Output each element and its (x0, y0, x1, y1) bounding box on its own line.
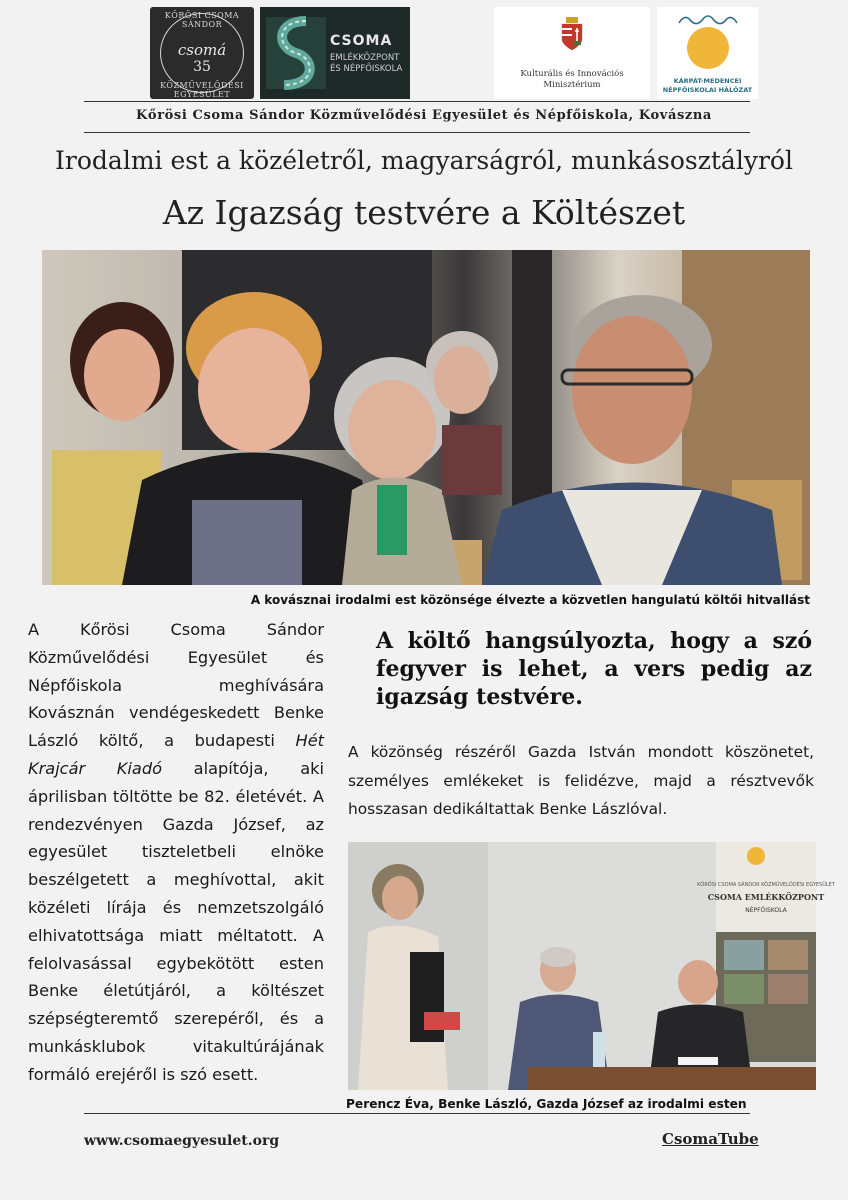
ministry-line1: Kulturális és Innovációs (520, 69, 624, 79)
audience-photo (42, 250, 810, 585)
coat-of-arms-icon (560, 17, 584, 51)
speakers-photo-illustration (348, 842, 835, 1090)
network-logo (657, 7, 758, 99)
network-line2: NÉPFŐISKOLAI HÁLÓZAT (662, 86, 753, 94)
network-name (657, 77, 758, 95)
second-photo-caption: Perencz Éva, Benke László, Gazda József az irodalmi esten (346, 1097, 747, 1111)
logo-ring-top-text: KŐRÖSI CSOMA SÁNDOR (164, 11, 240, 29)
road-icon (266, 17, 326, 89)
organization-line: Kőrösi Csoma Sándor Közművelődési Egyesület és Népfőiskola, Kovászna (136, 108, 712, 123)
main-photo-caption: A kovásznai irodalmi est közönsége élvezte a közvetlen hangulatú költői hitvallást (250, 593, 810, 607)
emlekkozpont-logo (260, 7, 410, 99)
thanks-paragraph: A közönség részéről Gazda István mondott köszönetet, személyes emlékeket is felidézve, majd a résztvevők hosszasan dedikáltattak Benke Lászlóval. (348, 743, 814, 818)
emlek-line2: ÉS NÉPFŐISKOLA (330, 64, 403, 74)
article-body (28, 616, 324, 1089)
csoma35-logo (150, 7, 254, 99)
ornament-icon (677, 13, 739, 27)
emlek-line1: EMLÉKKÖZPONT (330, 53, 400, 63)
csomatube-link[interactable]: CsomaTube (662, 1130, 759, 1148)
logo-center-number: 35 (193, 59, 211, 75)
emlek-subtitle (330, 53, 410, 75)
poster-line3: NÉPFŐISKOLA (745, 907, 787, 914)
poster-line2: CSOMA EMLÉKKÖZPONT (707, 892, 825, 902)
pull-quote: A költő hangsúlyozta, hogy a szó fegyver is lehet, a vers pedig az igazság testvére. (376, 628, 812, 710)
article-body-part1: A Kőrösi Csoma Sándor Közművelődési Egyesület és Népfőiskola meghívására Kovásznán vendégeskedett Benke László költő, a budapesti (28, 620, 324, 751)
network-line1: KÁRPÁT-MEDENCEI (673, 77, 742, 85)
ministry-name (494, 69, 650, 91)
logo-ring-bottom-text: KÖZMŰVELŐDÉSI EGYESÜLET (160, 81, 244, 99)
ministry-line2: Minisztérium (543, 80, 601, 90)
audience-photo-illustration (42, 250, 810, 585)
poster-line1: KŐRÖSI CSOMA SÁNDOR KÖZMŰVELŐDÉSI EGYESÜLET (697, 882, 835, 888)
emlek-name: CSOMA (330, 33, 393, 49)
article-body-part2: alapítója, aki áprilisban töltötte be 82. életévét. A rendezvényen Gazda József, az egyesület tiszteletbeli elnöke beszélgetett a meghívottal, akit közéleti lírája és nemzetszolgáló elhivatottsága miatt méltatott. A felolvasással egybekötött esten Benke életútjáról, a költészet szépségteremtő szerepéről, és a munkásklubok vitakultúrájának formáló erejéről is szó esett. (28, 758, 324, 1084)
header-rule-bottom (84, 132, 750, 133)
ministry-logo (494, 7, 650, 99)
publisher-name: Hét Krajcár Kiadó (28, 731, 324, 778)
website-link[interactable]: www.csomaegyesulet.org (84, 1133, 280, 1149)
network-sun-icon (687, 27, 729, 69)
logo-center-word: csomá (177, 41, 227, 59)
article-title: Az Igazság testvére a Költészet (162, 193, 686, 232)
speakers-photo (348, 842, 835, 1090)
article-subtitle: Irodalmi est a közéletről, magyarságról, munkásosztályról (55, 146, 793, 175)
header-rule-top (84, 101, 750, 102)
footer-rule (84, 1113, 750, 1114)
